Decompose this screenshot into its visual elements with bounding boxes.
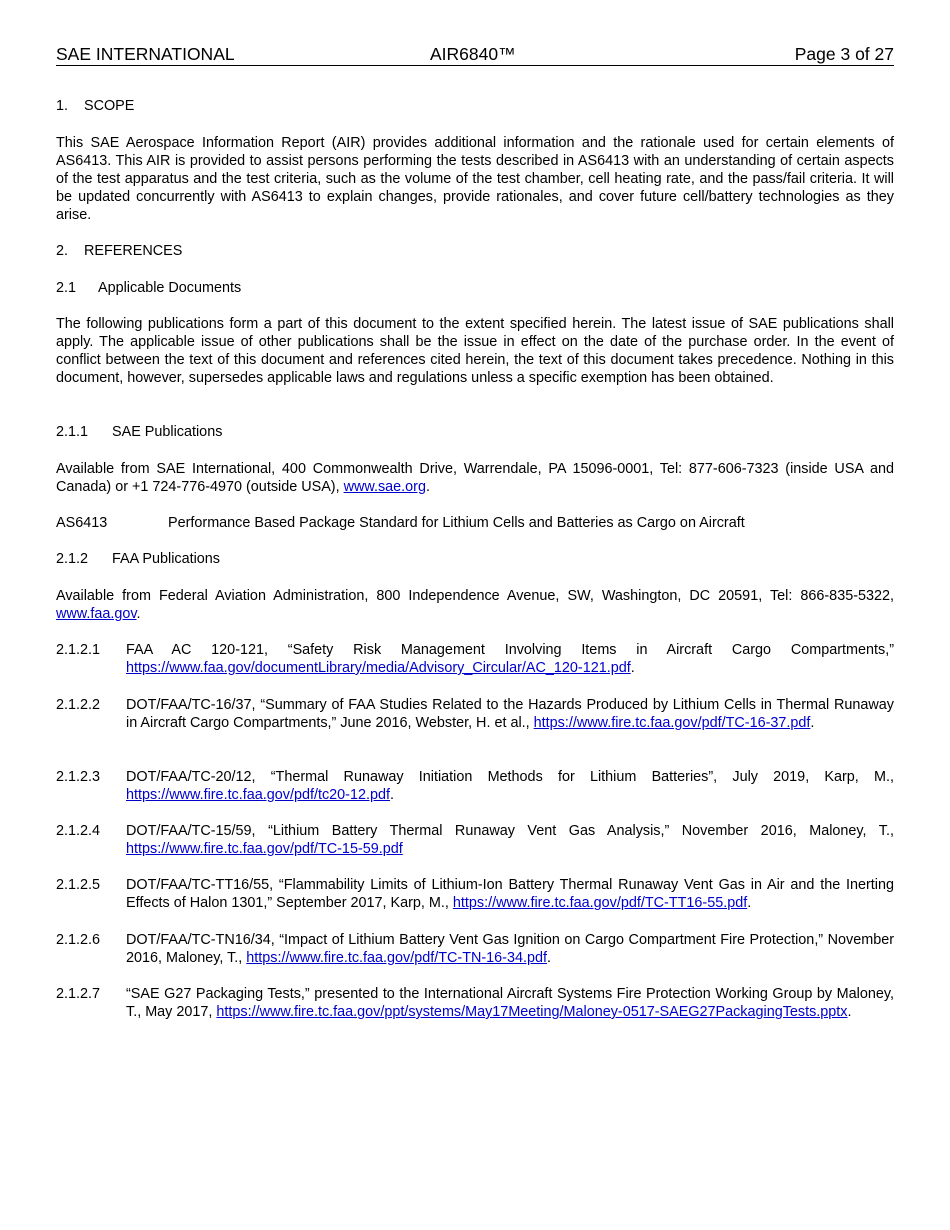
section-heading-scope <box>56 97 894 115</box>
reference-text: DOT/FAA/TC-16/37, “Summary of FAA Studies Related to the Hazards Produced by Lithium Cells in Thermal Runaway in Aircraft Cargo Compartments,” June 2016, Webster, H. et al., <box>126 697 894 731</box>
section-heading-sae-publications <box>56 423 894 441</box>
reference-number: 2.1.2.1 <box>56 642 101 658</box>
applicable-documents-paragraph: The following publications form a part of this document to the extent specified herein. The latest issue of SAE publications shall apply. The applicable issue of other publications shall be the issue in effect on the date of the purchase order. In the event of conflict between the text of this document and references cited herein, the text of this document takes precedence. Nothing in this document, however, supersedes applicable laws and regulations unless a specific exemption has been obtained. <box>56 316 894 386</box>
reference-link[interactable]: https://www.fire.tc.faa.gov/pdf/TC-TN-16-34.pdf <box>246 950 547 966</box>
scope-paragraph: This SAE Aerospace Information Report (AIR) provides additional information and the rationale used for certain elements of AS6413. This AIR is provided to assist persons performing the tests described in AS6413 with an understanding of certain aspects of the test apparatus and the test criteria, such as the volume of the test chamber, cell heating rate, and the pass/fail criteria. It will be updated concurrently with AS6413 to explain changes, provide rationales, and cover future cell/battery technologies as they arise. <box>56 135 894 223</box>
section-number: 2.1.2 <box>56 551 89 567</box>
reference-item <box>56 876 894 912</box>
reference-link[interactable]: https://www.fire.tc.faa.gov/pdf/tc20-12.pdf <box>126 787 390 803</box>
page-header <box>56 43 894 66</box>
reference-body <box>126 696 894 732</box>
reference-end: . <box>547 950 551 966</box>
reference-item <box>56 696 894 732</box>
reference-text: “SAE G27 Packaging Tests,” presented to the International Aircraft Systems Fire Protection Working Group by Maloney, T., May 2017, <box>126 986 894 1020</box>
section-title: SCOPE <box>84 98 135 114</box>
standard-title: Performance Based Package Standard for Lithium Cells and Batteries as Cargo on Aircraft <box>168 515 745 531</box>
reference-text: DOT/FAA/TC-15/59, “Lithium Battery Thermal Runaway Vent Gas Analysis,” November 2016, Maloney, T., <box>126 823 894 839</box>
reference-body <box>126 931 894 967</box>
reference-link[interactable]: https://www.faa.gov/documentLibrary/media/Advisory_Circular/AC_120-121.pdf <box>126 660 631 676</box>
reference-body <box>126 822 894 858</box>
section-heading-applicable-documents <box>56 279 894 297</box>
reference-item <box>56 822 894 858</box>
section-title: FAA Publications <box>112 551 220 567</box>
section-number: 2. <box>56 243 69 259</box>
reference-end: . <box>747 895 752 911</box>
reference-body <box>126 641 894 677</box>
reference-body <box>126 876 894 912</box>
reference-number: 2.1.2.7 <box>56 986 101 1002</box>
reference-link[interactable]: https://www.fire.tc.faa.gov/ppt/systems/May17Meeting/Maloney-0517-SAEG27PackagingTests.pptx <box>216 1004 848 1020</box>
section-heading-faa-publications <box>56 550 894 568</box>
section-title: Applicable Documents <box>98 280 242 296</box>
sae-availability-end: . <box>425 479 430 495</box>
header-page-number: Page 3 of 27 <box>794 44 894 64</box>
reference-number: 2.1.2.6 <box>56 932 101 948</box>
reference-text: DOT/FAA/TC-TN16/34, “Impact of Lithium Battery Vent Gas Ignition on Cargo Compartment Fire Protection,” November 2016, Maloney, T., <box>126 932 894 966</box>
reference-end: . <box>389 787 394 803</box>
reference-text: DOT/FAA/TC-20/12, “Thermal Runaway Initiation Methods for Lithium Batteries”, July 2019, Karp, M., <box>126 769 894 785</box>
header-organization: SAE INTERNATIONAL <box>56 44 235 64</box>
faa-publications-paragraph <box>56 587 894 623</box>
reference-number: 2.1.2.4 <box>56 823 101 839</box>
section-title: SAE Publications <box>112 424 223 440</box>
section-number: 2.1.1 <box>56 424 89 440</box>
section-heading-references <box>56 242 894 260</box>
reference-link[interactable]: https://www.fire.tc.faa.gov/pdf/TC-16-37.pdf <box>533 715 811 731</box>
faa-website-link[interactable]: www.faa.gov <box>56 606 137 622</box>
reference-number: 2.1.2.2 <box>56 697 101 713</box>
reference-item <box>56 768 894 804</box>
section-title: REFERENCES <box>84 243 183 259</box>
faa-availability-body: Available from Federal Aviation Administration, 800 Independence Avenue, SW, Washington, DC 20591, Tel: 866-835-5322, <box>56 588 894 604</box>
reference-body <box>126 768 894 804</box>
sae-publications-paragraph <box>56 460 894 496</box>
reference-link[interactable]: https://www.fire.tc.faa.gov/pdf/TC-TT16-55.pdf <box>452 895 748 911</box>
reference-item <box>56 931 894 967</box>
sae-website-link[interactable]: www.sae.org <box>343 479 426 495</box>
reference-item <box>56 641 894 677</box>
standard-id: AS6413 <box>56 515 108 531</box>
reference-item <box>56 985 894 1021</box>
section-number: 1. <box>56 98 69 114</box>
reference-link[interactable]: https://www.fire.tc.faa.gov/pdf/TC-15-59.pdf <box>126 841 403 857</box>
reference-number: 2.1.2.3 <box>56 769 101 785</box>
reference-body <box>126 985 894 1021</box>
reference-text: DOT/FAA/TC-TT16/55, “Flammability Limits of Lithium-Ion Battery Thermal Runaway Vent Gas in Air and the Inerting Effects of Halon 1301,” September 2017, Karp, M., <box>126 877 894 911</box>
reference-end: . <box>847 1004 852 1020</box>
reference-end: . <box>630 660 635 676</box>
reference-text: FAA AC 120-121, “Safety Risk Management Involving Items in Aircraft Cargo Compartments,” <box>126 642 894 658</box>
header-document-number: AIR6840™ <box>430 44 516 64</box>
reference-end: . <box>810 715 815 731</box>
faa-availability-text <box>56 588 894 622</box>
faa-availability-end: . <box>136 606 141 622</box>
reference-number: 2.1.2.5 <box>56 877 101 893</box>
sae-availability-text: Available from SAE International, 400 Commonwealth Drive, Warrendale, PA 15096-0001, Tel: 877-606-7323 (inside USA and Canada) or +1 724-776-4970 (outside USA), <box>56 461 894 495</box>
section-number: 2.1 <box>56 280 77 296</box>
